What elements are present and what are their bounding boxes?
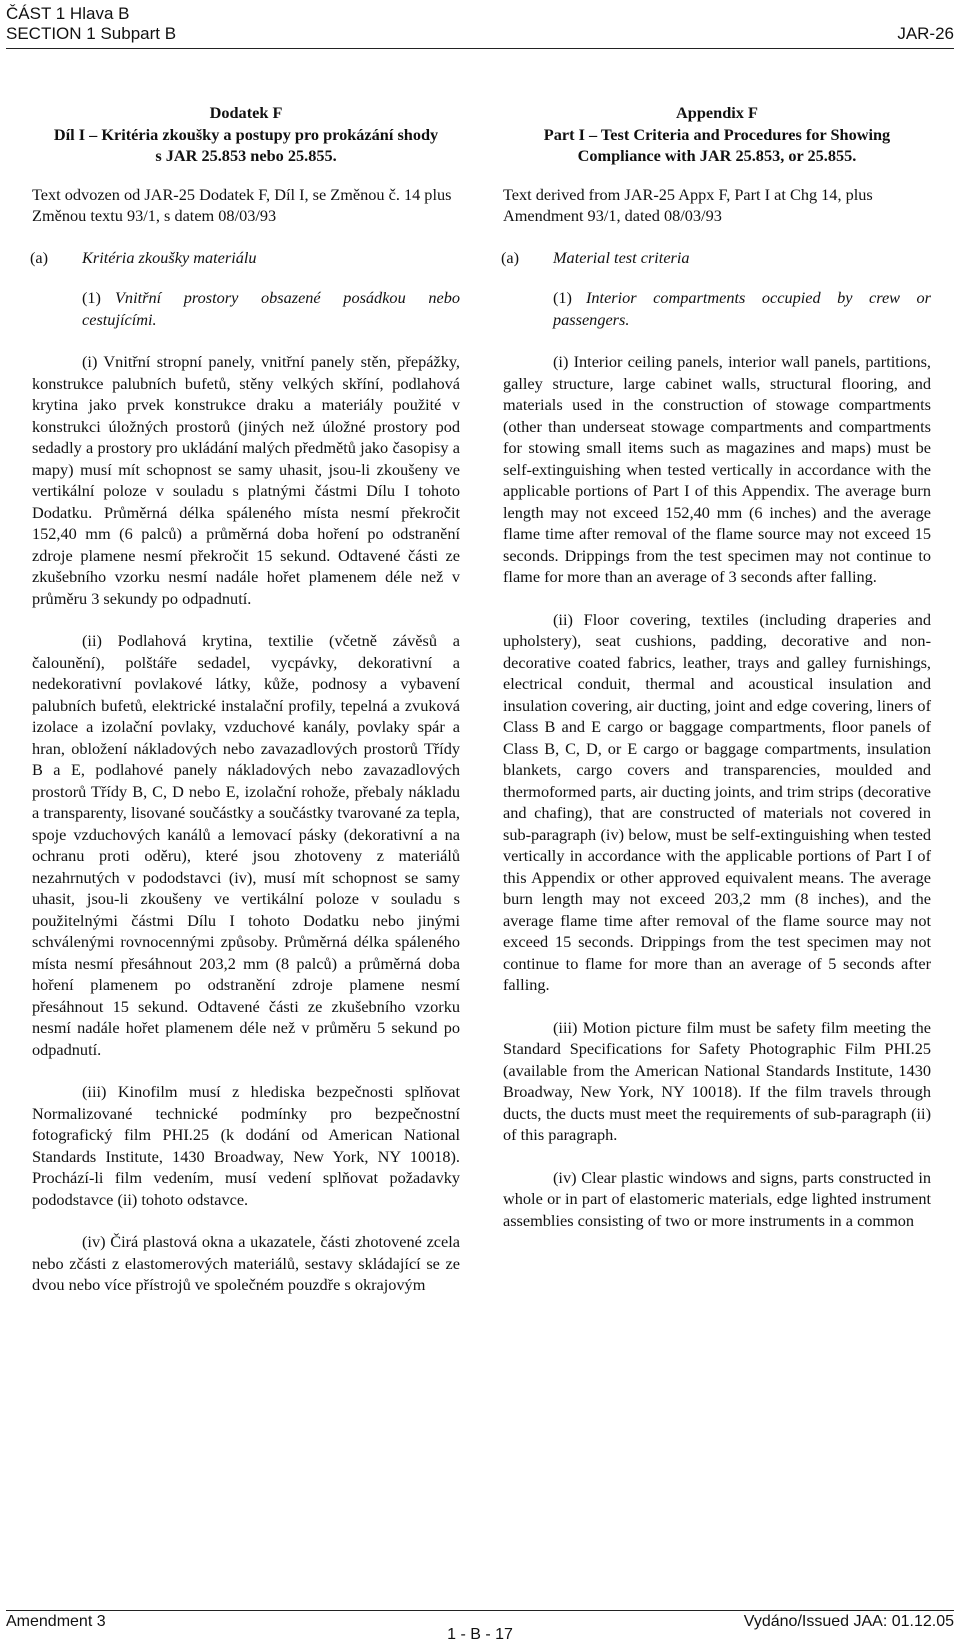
section-heading: Kritéria zkoušky materiálu bbox=[82, 247, 257, 267]
page-number: 1 - B - 17 bbox=[447, 1626, 513, 1643]
english-title-line: Compliance with JAR 25.853, or 25.855. bbox=[577, 146, 857, 165]
header-doc-id: JAR-26 bbox=[897, 24, 954, 43]
czech-paragraph-i: (i) Vnitřní stropní panely, vnitřní panely stěn, přepážky, konstrukce palubních bufetů, stěny velkých skříní, podlahová krytina jako prvek konstrukce draku a materiály použité v konstrukci úložných prostorů (jiných než úložné prostory pod sedadly a prostory pro ukládání malých předmětů jako časopisy a mapy) musí mít schopnost se samy uhasit, jsou-li zkoušeny ve vertikální poloze v souladu s platnými částmi Dílu I tohoto Dodatku. Průměrná délka spáleného místa nesmí překročit 152,40 mm (6 palců) a průměrná doba hoření po odstranění zdroje plamene nesmí překročit 15 sekund. Odtavené části ze zkušebního vzorku nesmí nadále hořet plamenem déle než v průměru 3 sekundy po odpadnutí. bbox=[32, 352, 460, 608]
czech-subsection-1 bbox=[32, 287, 460, 330]
subsection-number: (1) bbox=[553, 288, 572, 307]
czech-title bbox=[32, 102, 460, 167]
english-subsection-1 bbox=[503, 287, 931, 330]
english-column bbox=[503, 102, 931, 1252]
subsection-number: (1) bbox=[82, 288, 101, 307]
page-header bbox=[6, 4, 954, 49]
english-title bbox=[503, 102, 931, 167]
czech-column bbox=[32, 102, 460, 1317]
czech-title-line: Dodatek F bbox=[209, 103, 283, 122]
english-paragraph-i: (i) Interior ceiling panels, interior wall panels, partitions, galley structure, large cabinet walls, structural flooring, and materials used in the construction of stowage compartments (other than underseat stowage compartments and compartments for stowing small items such as magazines and maps) must be self-extinguishing when tested vertically in accordance with the applicable portions of Part I of this Appendix. The average burn length may not exceed 152,40 mm (6 inches) and the average flame time after removal of the flame source may not exceed 15 seconds. Drippings from the test specimen may not continue to flame for more than an average of 3 seconds after falling. bbox=[503, 352, 931, 586]
english-source-note: Text derived from JAR-25 Appx F, Part I at Chg 14, plus Amendment 93/1, dated 08/03/93 bbox=[503, 184, 873, 225]
czech-paragraph-iii: (iii) Kinofilm musí z hlediska bezpečnosti splňovat Normalizované technické podmínky pro bezpečnostní fotografický film PHI.25 (k dodání od American National Standards Institute, 1430 Broadway, New York, NY 10018). Prochází-li film vedením, musí vedení splňovat požadavky pododstavce (ii) tohoto odstavce. bbox=[32, 1082, 460, 1209]
english-paragraph-iv: (iv) Clear plastic windows and signs, parts constructed in whole or in part of elastomeric materials, edge lighted instrument assemblies consisting of two or more instruments in a common bbox=[503, 1167, 931, 1230]
czech-paragraph-iv: (iv) Čirá plastová okna a ukazatele, části zhotovené zcela nebo zčásti z elastomerových materiálů, sestavy skládající se ze dvou nebo více přístrojů ve společném pouzdře s okrajovým bbox=[32, 1232, 460, 1294]
subsection-heading: Interior compartments occupied by crew or passengers. bbox=[553, 288, 931, 329]
header-section: SECTION 1 Subpart B bbox=[6, 24, 177, 43]
header-left bbox=[6, 4, 176, 44]
page-footer bbox=[6, 1610, 954, 1651]
english-paragraph-ii: (ii) Floor covering, textiles (including draperies and upholstery), seat cushions, padding, decorative and non-decorative coated fabrics, leather, trays and galley furnishings, electrical conduit, thermal and acoustical insulation and insulation covering, air ducting, joint and edge covering, liners of Class B and E cargo or baggage compartments, floor panels of Class B, C, D, or E cargo or baggage compartments, insulation blankets, cargo covers and transparencies, moulded and thermoformed parts, air ducting joints, and trim strips (decorative and chafing), that are constructed of materials not covered in sub-paragraph (iv) below, must be self-extinguishing when tested vertically in accordance with the applicable portions of Part I of this Appendix or other approved equivalent means. The average burn length may not exceed 203,2 mm (8 inches), and the average flame time after removal of the flame source may not exceed 15 seconds. Drippings from the test specimen may not continue to flame for more than an average of 5 seconds after falling. bbox=[503, 609, 931, 994]
english-section-a bbox=[503, 247, 931, 269]
english-title-line: Part I – Test Criteria and Procedures for Showing bbox=[543, 124, 891, 144]
footer-issue-date: Vydáno/Issued JAA: 01.12.05 bbox=[743, 1613, 954, 1630]
czech-title-line: s JAR 25.853 nebo 25.855. bbox=[155, 146, 337, 165]
czech-paragraph-ii: (ii) Podlahová krytina, textilie (včetně závěsů a čalounění), polštáře sedadel, vycpávky, dekorativní a nedekorativní povlakové látky, kůže, podnosy a vybavení palubních bufetů, elektrické instalační profily, tepelná a zvuková izolace a izolační povlaky, vzduchové kanály, povlaky spár a hran, obložení nákladových nebo zavazadlových prostorů Třídy B a E, podlahové panely nákladových nebo zavazadlových prostorů Třídy B, C, D nebo E, izolační rohože, přebaly nákladu a transparenty, lisované součástky a součástky tvarované za tepla, spoje vzduchových kanálů a lemovací pásky (dekorativní a na ochranu proti oděru), které jsou zhotoveny z materiálů nezahrnutých v pododstavci (iv), musí mít schopnost se samy uhasit, jsou-li zkoušeny ve vertikální poloze v souladu s použitelnými částmi Dílu I tohoto Dodatku nebo jinými schválenými rovnocennými způsoby. Průměrná délka spáleného místa nesmí přesáhnout 203,2 mm (8 palců) a průměrná doba hoření plamenem po odstranění zdroje plamene nesmí přesáhnout 15 sekund. Odtavené části ze zkušebního vzorku nesmí nadále hořet plamenem déle než v průměru 5 sekund po odpadnutí. bbox=[32, 631, 460, 1059]
english-title-line: Appendix F bbox=[676, 103, 758, 122]
english-paragraph-iii: (iii) Motion picture film must be safety film meeting the Standard Specifications for Safety Photographic Film PHI.25 (available from the American National Standards Institute, 1430 Broadway, New York, NY 10018). If the film travels through ducts, the ducts must meet the requirements of sub-paragraph (ii) of this paragraph. bbox=[503, 1017, 931, 1144]
section-label: (a) bbox=[30, 247, 49, 267]
czech-source-note: Text odvozen od JAR-25 Dodatek F, Díl I, se Změnou č. 14 plus Změnou textu 93/1, s datem 08/03/93 bbox=[32, 184, 452, 225]
header-part: ČÁST 1 Hlava B bbox=[6, 4, 130, 23]
czech-section-a bbox=[32, 247, 460, 269]
czech-title-line: Díl I – Kritéria zkoušky a postupy pro prokázání shody bbox=[53, 124, 439, 144]
section-label: (a) bbox=[501, 247, 520, 267]
footer-amendment: Amendment 3 bbox=[6, 1613, 106, 1630]
subsection-heading: Vnitřní prostory obsazené posádkou nebo cestujícími. bbox=[82, 288, 460, 329]
section-heading: Material test criteria bbox=[553, 247, 690, 267]
